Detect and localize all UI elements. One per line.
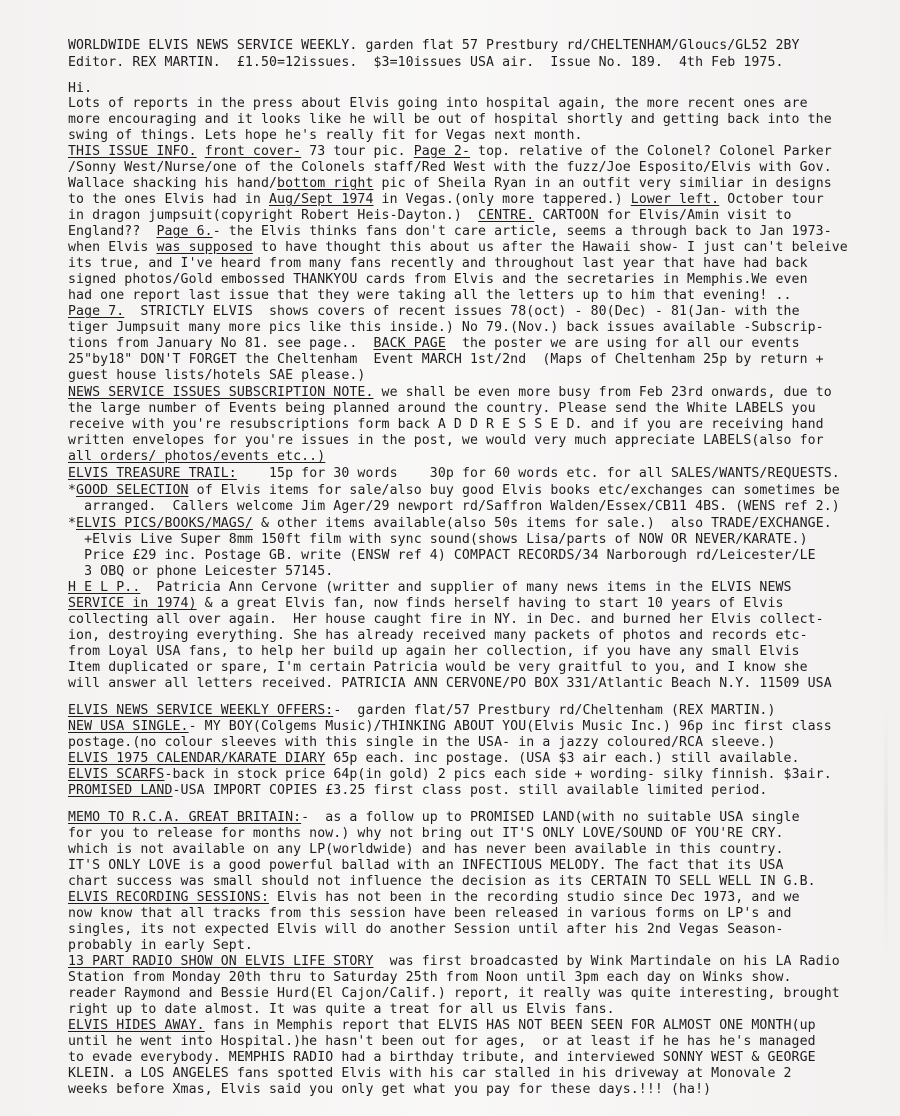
- text-line: Item duplicated or spare, I'm certain Patricia would be very graitful to you, and I know she: [68, 660, 808, 675]
- text-segment: was first broadcasted by Wink Martindale on his LA Radio: [373, 954, 840, 969]
- text-line: to evade everybody. MEMPHIS RADIO had a birthday tribute, and interviewed SONNY WEST & GEORGE: [68, 1050, 816, 1065]
- section-heading: ELVIS NEWS SERVICE WEEKLY OFFERS:: [68, 703, 334, 718]
- text-segment: England??: [68, 224, 157, 239]
- underlined-phrase: bottom right: [277, 176, 374, 191]
- text-line: postage.(no colour sleeves with this single in the USA- in a jazzy coloured/RCA sleeve.): [68, 735, 776, 750]
- text-line: [68, 767, 832, 783]
- text-line: [68, 783, 767, 799]
- text-line: [68, 890, 800, 906]
- text-line: its true, and I've heard from many fans recently and throughout last year that have had back: [68, 256, 808, 271]
- text-segment: Elvis has not been in the recording studio since Dec 1973, and we: [269, 890, 800, 905]
- text-line: from Loyal USA fans, to help her build up again her collection, if you have any small Elvis: [68, 644, 800, 659]
- text-segment: of Elvis items for sale/also buy good Elvis books etc/exchanges can sometimes be: [188, 483, 840, 498]
- text-line: had one report last issue that they were taking all the letters up to him that evening! ..: [68, 288, 792, 303]
- text-line: Price £29 inc. Postage GB. write (ENSW ref 4) COMPACT RECORDS/34 Narborough rd/Leicester/LE: [68, 548, 816, 563]
- text-line: will answer all letters received. PATRICIA ANN CERVONE/PO BOX 331/Atlantic Beach N.Y. 11509 USA: [68, 676, 832, 691]
- text-line: [68, 224, 832, 240]
- text-line: probably in early Sept.: [68, 938, 253, 953]
- text-segment: - the Elvis thinks fans don't care article, seems a through back to Jan 1973-: [212, 224, 832, 239]
- text-line: [68, 596, 784, 612]
- text-line: [68, 751, 800, 767]
- greeting: Hi.: [68, 81, 93, 96]
- text-line: [68, 466, 840, 482]
- text-segment: - garden flat/57 Prestbury rd/Cheltenham (REX MARTIN.): [333, 703, 776, 718]
- text-line: the large number of Events being planned around the country. Please send the White LABELS you: [68, 401, 816, 416]
- editor-line: Editor. REX MARTIN. £1.50=12issues. $3=10issues USA air. Issue No. 189. 4th Feb 1975.: [68, 55, 784, 70]
- section-heading: MEMO TO R.C.A. GREAT BRITAIN:: [68, 810, 302, 825]
- text-line: receive with you're resubscriptions form back A D D R E S S E D. and if you are receiving hand: [68, 417, 824, 432]
- text-segment: *: [68, 483, 77, 498]
- text-segment: - MY BOY(Colgems Music)/THINKING ABOUT YOU(Elvis Music Inc.) 96p inc first class: [188, 719, 832, 734]
- text-line: Station from Monday 20th thru to Saturday 25th from Noon until 3pm each day on Winks show.: [68, 970, 792, 985]
- text-segment: 15p for 30 words 30p for 60 words etc. for all SALES/WANTS/REQUESTS.: [236, 466, 840, 481]
- text-segment: when Elvis: [68, 240, 157, 255]
- text-line: all orders/ photos/events etc..): [68, 449, 326, 464]
- text-line: weeks before Xmas, Elvis said you only get what you pay for these days.!!! (ha!): [68, 1082, 712, 1097]
- underlined-phrase: front cover-: [204, 144, 302, 159]
- text-segment: -back in stock price 64p(in gold) 2 pics each side + wording- silky finnish. $3air.: [164, 767, 832, 782]
- text-segment: 73 tour pic.: [301, 144, 414, 159]
- underlined-phrase: BACK PAGE: [373, 336, 446, 351]
- text-segment: CARTOON for Elvis/Amin visit to: [534, 208, 792, 223]
- text-line: Lots of reports in the press about Elvis going into hospital again, the more recent ones are: [68, 96, 808, 111]
- text-line: 25"by18" DON'T FORGET the Cheltenham Event MARCH 1st/2nd (Maps of Cheltenham 25p by return +: [68, 352, 824, 367]
- text-line: [68, 144, 832, 160]
- text-line: more encouraging and it looks like he will be out of hospital shortly and getting back into the: [68, 112, 832, 127]
- text-segment: pic of Sheila Ryan in an outfit very similiar in designs: [373, 176, 832, 191]
- text-segment: to have thought this about us after the Hawaii show- I just can't beleive: [252, 240, 848, 255]
- text-segment: 65p each. inc postage. (USA $3 air each.) still available.: [325, 751, 800, 766]
- section-heading: ELVIS SCARFS: [68, 767, 165, 782]
- text-segment: & a great Elvis fan, now finds herself having to start 10 years of Elvis: [196, 596, 784, 611]
- masthead-line: WORLDWIDE ELVIS NEWS SERVICE WEEKLY. garden flat 57 Prestbury rd/CHELTENHAM/Gloucs/GL52 2BY: [68, 38, 800, 53]
- underlined-phrase: GOOD SELECTION: [76, 483, 189, 498]
- underlined-phrase: Page 2-: [413, 144, 471, 159]
- text-line: 3 OBQ or phone Leicester 57145.: [68, 564, 334, 579]
- text-line: [68, 516, 832, 532]
- text-segment: Wallace shacking his hand/: [68, 176, 278, 191]
- text-line: [68, 954, 840, 970]
- section-heading: PROMISED LAND: [68, 783, 173, 798]
- text-line: which is not available on any LP(worldwide) and has never been available in this country.: [68, 842, 784, 857]
- underlined-phrase: Page 7.: [68, 304, 125, 319]
- underlined-phrase: Page 6.: [156, 224, 213, 239]
- text-line: swing of things. Lets hope he's really fit for Vegas next month.: [68, 128, 583, 143]
- text-line: [68, 810, 800, 826]
- text-line: singles, its not expected Elvis will do another Session until after his 2nd Vegas Season-: [68, 922, 784, 937]
- text-line: tiger Jumpsuit many more pics like this inside.) No 79.(Nov.) back issues available -Subscrip-: [68, 320, 824, 335]
- text-line: [68, 304, 800, 320]
- text-line: signed photos/Gold embossed THANKYOU cards from Elvis and the secretaries in Memphis.We even: [68, 272, 808, 287]
- text-line: [68, 385, 832, 401]
- underlined-phrase: Aug/Sept 1974: [269, 192, 374, 207]
- underlined-phrase: ELVIS PICS/BOOKS/MAGS/: [76, 516, 253, 531]
- section-heading: THIS ISSUE INFO.: [68, 144, 197, 159]
- text-segment: in Vegas.(only more tappered.): [373, 192, 631, 207]
- text-segment: top. relative of the Colonel? Colonel Parker: [470, 144, 832, 159]
- section-heading: ELVIS TREASURE TRAIL:: [68, 466, 237, 481]
- text-line: [68, 336, 800, 352]
- section-heading: NEW USA SINGLE.: [68, 719, 189, 734]
- text-line: [68, 208, 792, 224]
- text-line: [68, 192, 824, 208]
- section-heading: ELVIS HIDES AWAY.: [68, 1018, 205, 1033]
- text-segment: - as a follow up to PROMISED LAND(with no suitable USA single: [301, 810, 800, 825]
- text-line: chart success was small should not influence the decision as its CERTAIN TO SELL WELL IN G.B.: [68, 874, 816, 889]
- text-line: now know that all tracks from this session have been released in various forms on LP's and: [68, 906, 792, 921]
- text-segment: STRICTLY ELVIS shows covers of recent issues 78(oct) - 80(Dec) - 81(Jan- with the: [124, 304, 800, 319]
- text-segment: Patricia Ann Cervone (writter and supplier of many news items in the ELVIS NEWS: [140, 580, 792, 595]
- text-segment: *: [68, 516, 77, 531]
- text-line: +Elvis Live Super 8mm 150ft film with sync sound(shows Lisa/parts of NOW OR NEVER/KARATE.): [68, 532, 808, 547]
- text-line: [68, 719, 832, 735]
- text-line: [68, 483, 840, 499]
- text-segment: the poster we are using for all our events: [445, 336, 800, 351]
- text-line: right up to date almost. It was quite a treat for all us Elvis fans.: [68, 1002, 615, 1017]
- text-line: [68, 1018, 816, 1034]
- text-line: for you to release for months now.) why not bring out IT'S ONLY LOVE/SOUND OF YOU'RE CRY.: [68, 826, 784, 841]
- text-segment: [197, 144, 205, 159]
- text-segment: we shall be even more busy from Feb 23rd onwards, due to: [373, 385, 832, 400]
- text-line: written envelopes for you're issues in the post, we would very much appreciate LABELS(also for: [68, 433, 824, 448]
- section-heading: NEWS SERVICE ISSUES SUBSCRIPTION NOTE.: [68, 385, 374, 400]
- text-line: ion, destroying everything. She has already received many packets of photos and records etc-: [68, 628, 808, 643]
- page-edge-shadow: [884, 700, 888, 960]
- text-segment: -USA IMPORT COPIES £3.25 first class post. still available limited period.: [172, 783, 768, 798]
- text-line: [68, 580, 792, 596]
- text-line: [68, 176, 832, 192]
- text-segment: October tour: [719, 192, 824, 207]
- text-segment: tions from January No 81. see page..: [68, 336, 374, 351]
- text-line: /Sonny West/Nurse/one of the Colonels staff/Red West with the fuzz/Joe Esposito/Elvis with Gov.: [68, 160, 832, 175]
- text-line: collecting all over again. Her house caught fire in NY. in Dec. and burned her Elvis collect-: [68, 612, 824, 627]
- text-line: IT'S ONLY LOVE is a good powerful ballad with an INFECTIOUS MELODY. The fact that its USA: [68, 858, 784, 873]
- text-line: until he went into Hospital.)he hasn't been out for ages, or at least if he has he's managed: [68, 1034, 816, 1049]
- section-heading: 13 PART RADIO SHOW ON ELVIS LIFE STORY: [68, 954, 374, 969]
- section-heading: ELVIS 1975 CALENDAR/KARATE DIARY: [68, 751, 326, 766]
- section-heading: H E L P..: [68, 580, 141, 595]
- section-heading: ELVIS RECORDING SESSIONS:: [68, 890, 269, 905]
- text-line: [68, 703, 776, 719]
- text-line: reader Raymond and Bessie Hurd(El Cajon/Calif.) report, it really was quite interesting, brought: [68, 986, 840, 1001]
- text-segment: & other items available(also 50s items for sale.) also TRADE/EXCHANGE.: [252, 516, 832, 531]
- underlined-phrase: CENTRE.: [478, 208, 535, 223]
- text-line: guest house lists/hotels SAE please.): [68, 368, 366, 383]
- underlined-phrase: Lower left.: [630, 192, 720, 207]
- text-segment: fans in Memphis report that ELVIS HAS NOT BEEN SEEN FOR ALMOST ONE MONTH(up: [204, 1018, 816, 1033]
- underlined-phrase: was supposed: [156, 240, 253, 255]
- text-segment: to the ones Elvis had in: [68, 192, 269, 207]
- underlined-phrase: SERVICE in 1974): [68, 596, 197, 611]
- text-line: KLEIN. a LOS ANGELES fans spotted Elvis with his car stalled in his driveway at Monovale 2: [68, 1066, 792, 1081]
- text-segment: in dragon jumpsuit(copyright Robert Heis-Dayton.): [68, 208, 479, 223]
- text-line: [68, 240, 848, 256]
- text-line: arranged. Callers welcome Jim Ager/29 newport rd/Saffron Walden/Essex/CB11 4BS. (WENS ref 2.): [68, 499, 840, 514]
